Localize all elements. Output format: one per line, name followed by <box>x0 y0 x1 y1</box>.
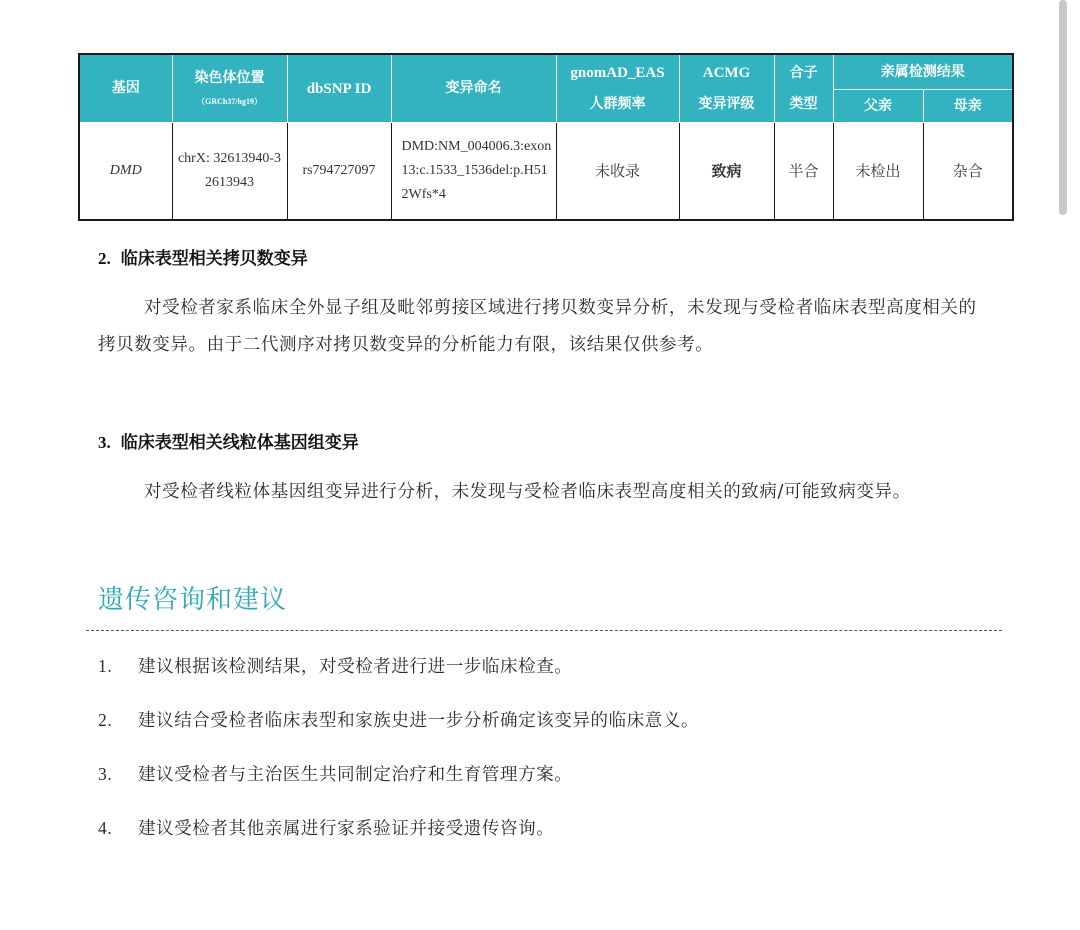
table-row <box>79 123 1013 221</box>
dashed-divider <box>86 630 1002 631</box>
section-3-paragraph: 对受检者线粒体基因组变异进行分析，未发现与受检者临床表型高度相关的致病/可能致病变异。 <box>144 482 911 502</box>
list-item <box>98 702 699 756</box>
cell-variant-naming: DMD:NM_004006.3:exon13:c.1533_1536del:p.H512Wfs*4 <box>391 123 556 221</box>
chapter-title: 遗传咨询和建议 <box>98 585 288 615</box>
header-variant-naming: 变异命名 <box>391 54 556 123</box>
header-dbsnp: dbSNP ID <box>287 54 391 123</box>
variant-table <box>78 53 1014 221</box>
header-gnomad <box>556 54 679 123</box>
list-item-text: 建议受检者其他亲属进行家系验证并接受遗传咨询。 <box>138 819 555 839</box>
cell-gnomad: 未收录 <box>556 123 679 221</box>
header-gnomad-l2: 人群频率 <box>589 96 646 113</box>
advice-list <box>98 648 699 864</box>
header-zygosity-l2: 类型 <box>789 95 818 112</box>
list-item-text: 建议结合受检者临床表型和家族史进一步分析确定该变异的临床意义。 <box>138 711 700 731</box>
header-gnomad-l1: gnomAD_EAS <box>570 65 665 82</box>
list-item-text: 建议受检者与主治医生共同制定治疗和生育管理方案。 <box>138 765 573 785</box>
section-2-heading <box>98 244 308 269</box>
list-item-number: 1. <box>98 656 113 676</box>
table-header-row <box>79 54 1013 90</box>
list-item-number: 3. <box>98 764 113 784</box>
section-2-paragraph: 对受检者家系临床全外显子组及毗邻剪接区域进行拷贝数变异分析，未发现与受检者临床表型高度相关的拷贝数变异。由于二代测序对拷贝数变异的分析能力有限，该结果仅供参考。 <box>98 298 977 355</box>
list-item-number: 4. <box>98 818 113 838</box>
header-chrom-position <box>172 54 287 123</box>
header-relatives: 亲属检测结果 <box>833 54 1013 90</box>
header-chrom-position-label: 染色体位置 <box>194 70 265 87</box>
header-acmg-l1: ACMG <box>702 65 751 82</box>
list-item-number: 2. <box>98 710 113 730</box>
header-zygosity <box>774 54 833 123</box>
cell-father: 未检出 <box>833 123 923 221</box>
cell-dbsnp: rs794727097 <box>287 123 391 221</box>
cell-gene: DMD <box>79 123 172 221</box>
header-father: 父亲 <box>833 90 923 123</box>
list-item-text: 建议根据该检测结果，对受检者进行进一步临床检查。 <box>138 657 573 677</box>
list-item <box>98 648 699 702</box>
vertical-scrollbar[interactable] <box>1059 0 1067 215</box>
header-gene: 基因 <box>79 54 172 123</box>
list-item <box>98 756 699 810</box>
list-item <box>98 810 699 864</box>
header-mother: 母亲 <box>923 90 1013 123</box>
header-acmg-l2: 变异评级 <box>698 96 755 113</box>
header-acmg <box>679 54 774 123</box>
header-zygosity-l1: 合子 <box>789 64 818 81</box>
cell-mother: 杂合 <box>923 123 1013 221</box>
header-chrom-position-build: （GRCh37/hg19） <box>197 97 262 107</box>
cell-position: chrX: 32613940-32613943 <box>172 123 287 221</box>
section-3-number: 3. <box>98 433 111 452</box>
section-3-heading <box>98 428 359 453</box>
section-3-title: 临床表型相关线粒体基因组变异 <box>120 433 359 453</box>
cell-zygosity: 半合 <box>774 123 833 221</box>
cell-acmg-rating: 致病 <box>679 123 774 221</box>
section-2-title: 临床表型相关拷贝数变异 <box>120 249 308 269</box>
section-2-number: 2. <box>98 249 111 268</box>
